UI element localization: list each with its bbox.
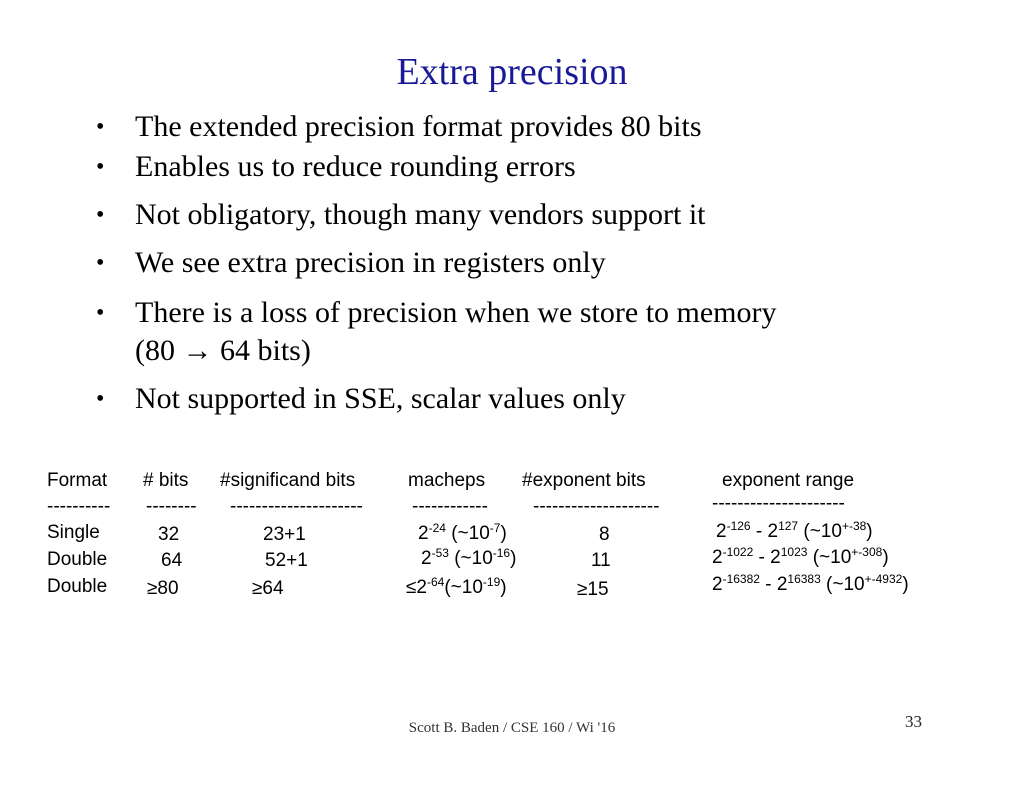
table-separator: -------------------- — [533, 496, 660, 517]
page-number: 33 — [905, 712, 922, 731]
bullet-text-continuation: (80 → 64 bits) — [135, 334, 311, 367]
table-cell-exponent-bits: ≥15 — [577, 579, 609, 600]
bullet-text: There is a loss of precision when we store to memory — [135, 296, 777, 329]
table-separator: ---------- — [47, 496, 111, 517]
bullet-dot: • — [96, 154, 105, 180]
table-cell-bits: 64 — [161, 550, 183, 571]
table-cell-bits: ≥80 — [147, 578, 179, 599]
table-cell-macheps: $2^{-53}$ $(\sim 10^{-16})$ — [421, 546, 517, 569]
table-header: #significand bits — [220, 470, 356, 491]
bullet-dot: • — [96, 114, 105, 140]
table-cell-significand: 52+1 — [265, 550, 308, 571]
bullet-dot: • — [96, 202, 105, 228]
table-cell-format: Double — [47, 549, 108, 570]
table-cell-significand: 23+1 — [263, 524, 306, 545]
table-cell-exponent-range: $2^{-16382} - 2^{16383}$ $(\sim 10^{+-4932})$ — [712, 572, 909, 595]
table-cell-exponent-range: $2^{-126} - 2^{127}$ $(\sim 10^{+-38})$ — [716, 519, 873, 542]
table-separator: --------------------- — [712, 493, 845, 514]
table-cell-macheps: $2^{-24}$ $(\sim 10^{-7})$ — [418, 521, 507, 544]
bullet-text: Enables us to reduce rounding errors — [135, 150, 576, 183]
table-cell-macheps: $\le 2^{-64}(\sim 10^{-19})$ — [406, 575, 507, 598]
table-cell-significand: ≥64 — [252, 578, 284, 599]
bullet-dot: • — [96, 250, 105, 276]
table-header: exponent range — [722, 470, 855, 491]
table-cell-exponent-bits: 11 — [591, 550, 611, 571]
slide-footer: Scott B. Baden / CSE 160 / Wi '16 — [408, 720, 616, 736]
bullet-text: We see extra precision in registers only — [135, 246, 606, 279]
table-cell-bits: 32 — [158, 524, 180, 545]
table-cell-format: Single — [47, 522, 100, 543]
table-header: # bits — [143, 470, 189, 491]
table-cell-exponent-range: $2^{-1022} - 2^{1023}$ $(\sim 10^{+-308})$ — [712, 545, 889, 568]
table-separator: ------------ — [412, 496, 488, 517]
table-cell-format: Double — [47, 576, 108, 597]
bullet-text: The extended precision format provides 80 bits — [135, 110, 702, 143]
bullet-dot: • — [96, 386, 105, 412]
table-separator: -------- — [146, 496, 197, 517]
bullet-dot: • — [96, 300, 105, 326]
bullet-text: Not supported in SSE, scalar values only — [135, 382, 626, 415]
table-separator: --------------------- — [230, 496, 363, 517]
bullet-text: Not obligatory, though many vendors support it — [135, 198, 706, 231]
table-header: macheps — [408, 470, 486, 491]
slide-title: Extra precision — [396, 51, 628, 93]
table-header: Format — [47, 470, 108, 491]
table-cell-exponent-bits: 8 — [599, 524, 610, 545]
table-header: #exponent bits — [522, 470, 646, 491]
